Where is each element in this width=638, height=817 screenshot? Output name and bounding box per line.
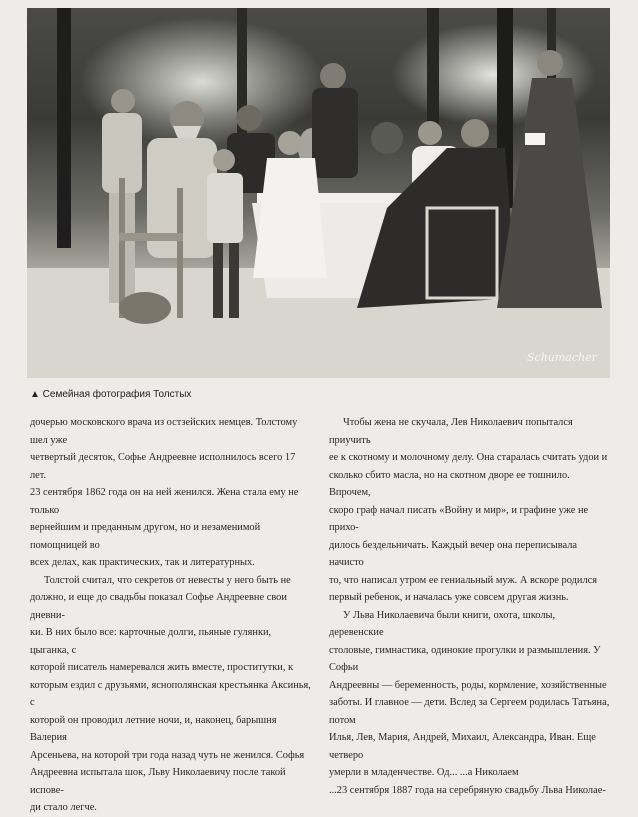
photographer-signature: Schumacher xyxy=(527,351,597,364)
text-line: четвертый десяток, Софье Андреевне исполнилось всего 17 лет. xyxy=(30,452,296,481)
text-line: ее к скотному и молочному делу. Она старалась считать удои и xyxy=(329,452,608,463)
text-line: У Льва Николаевича были книги, охота, школы, деревенские xyxy=(329,609,556,638)
text-line: дилось бездельничать. Каждый вечер она переписывала начисто xyxy=(329,539,577,568)
text-line: Андреевна испытала шок, Льву Николаевичу после такой испове- xyxy=(30,767,286,796)
text-line: столовые, гимнастика, одинокие прогулки и размышления. У Софьи xyxy=(329,644,601,673)
text-line: всех делах, как практических, так и литературных. xyxy=(30,557,255,568)
text-column-right xyxy=(329,414,610,799)
text-line: дочерью московского врача из остзейских немцев. Толстому шел уже xyxy=(30,417,298,446)
text-line: заботы. И главное — дети. Вслед за Сергеем родилась Татьяна, потом xyxy=(329,697,610,726)
text-line: должно, и еще до свадьбы показал Софье Андреевне свои дневни- xyxy=(30,592,287,621)
text-line: умерли в младенчестве. Од... ...а Николаем xyxy=(329,767,519,778)
text-line: ди стало легче. xyxy=(30,802,97,813)
family-photograph xyxy=(27,8,610,378)
text-column-left xyxy=(30,414,311,817)
text-line: сколько сбито масла, но на скотном дворе ее тошнило. Впрочем, xyxy=(329,469,570,498)
text-line: Толстой считал, что секретов от невесты у него быть не xyxy=(44,574,291,586)
text-line: скоро граф начал писать «Войну и мир», и графине уже не прихо- xyxy=(329,504,589,533)
photo-illustration xyxy=(27,8,610,378)
text-line: Илья, Лев, Мария, Андрей, Михаил, Александра, Иван. Еще четверо xyxy=(329,732,596,761)
text-line: Андреевны — беременность, роды, кормление, хозяйственные xyxy=(329,679,607,691)
text-line: которым ездил с друзьями, яснополянская крестьянка Аксинья, с xyxy=(30,679,311,708)
text-line: Чтобы жена не скучала, Лев Николаевич попытался приучить xyxy=(329,417,573,446)
text-line: то, что написал утром ее гениальный муж. А вскоре родился xyxy=(329,574,598,586)
text-line: которой писатель намеревался жить вместе, проститутки, к xyxy=(30,662,294,673)
text-line: Арсеньева, на которой три года назад чуть не женился. Софья xyxy=(30,749,305,761)
text-line: первый ребенок, и началась уже совсем другая жизнь. xyxy=(329,592,569,603)
text-line: которой он проводил летние ночи, и, наконец, барышня Валерия xyxy=(30,714,277,743)
text-line: ки. В них было все: карточные долги, пьяные гулянки, цыганка, с xyxy=(30,627,272,656)
text-line: ...23 сентября 1887 года на серебряную свадьбу Льва Николае- xyxy=(329,784,606,796)
text-line: 23 сентября 1862 года он на ней женился. Жена стала ему не только xyxy=(30,487,299,516)
photo-caption: ▲ Семейная фотография Толстых xyxy=(30,389,192,400)
text-line: вернейшим и преданным другом, но и незаменимой помощницей во xyxy=(30,522,261,551)
